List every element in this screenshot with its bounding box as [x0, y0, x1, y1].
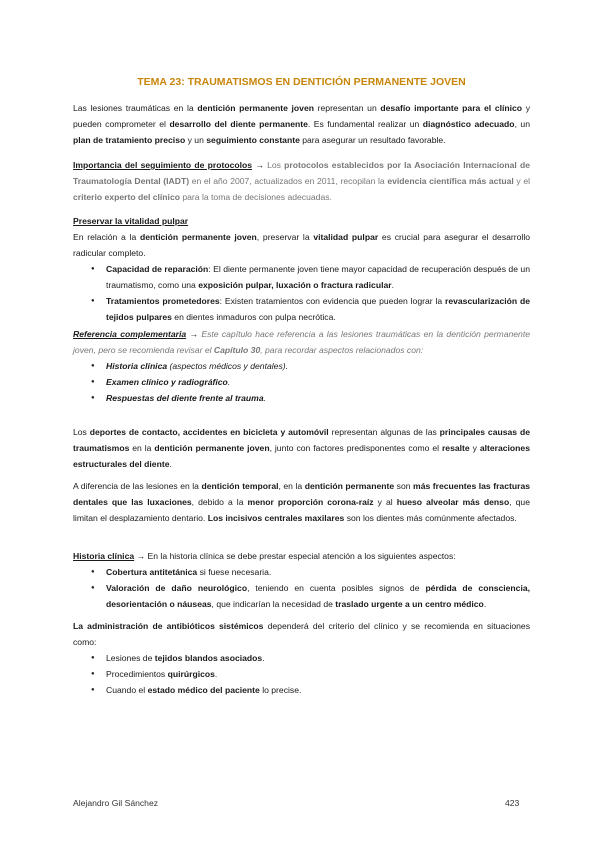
historia-section: [73, 548, 530, 612]
bold-text: dentición permanente joven: [139, 232, 257, 242]
bold-text: dentición permanente joven: [154, 443, 270, 453]
text: en la: [129, 443, 155, 453]
text: Lesiones de: [106, 653, 155, 663]
arrow-icon: →: [134, 551, 148, 561]
section-heading: Preservar la vitalidad pulpar: [73, 216, 189, 226]
text: en el año 2007, actualizados en 2011, recopilan la: [189, 176, 388, 186]
text: en dientes inmaduros con pulpa necrótica.: [171, 312, 336, 322]
text: , debido a la: [191, 497, 248, 507]
bold-text: Valoración de daño neurológico: [106, 583, 248, 593]
text: .: [483, 599, 487, 609]
text: .: [214, 669, 218, 679]
bold-text: evidencia científica más actual: [387, 176, 514, 186]
text: .: [169, 459, 172, 469]
bold-text: traslado urgente a un centro médico: [335, 599, 484, 609]
bold-text: menor proporción corona-raíz: [247, 497, 374, 507]
bold-text: Tratamientos prometedores: [106, 296, 220, 306]
text: y el: [513, 176, 531, 186]
text: , teniendo en cuenta posibles signos de: [247, 583, 426, 593]
deportes-paragraph: [73, 424, 530, 472]
bold-text: criterio experto del clínico: [73, 192, 180, 202]
preservar-section: [73, 213, 530, 325]
text: .: [227, 377, 231, 387]
list-item: [91, 580, 530, 612]
arrow-icon: →: [252, 160, 268, 170]
section-heading: Importancia del seguimiento de protocolos: [73, 160, 253, 170]
text: y: [469, 443, 480, 453]
bold-text: seguimiento constante: [206, 135, 300, 145]
text: . Es fundamental realizar un: [307, 119, 423, 129]
text: : Existen tratamientos con evidencia que pueden lograr la: [219, 296, 445, 306]
bold-text: quirúrgicos: [167, 669, 215, 679]
list-item: [91, 564, 530, 580]
bold-text: Capítulo 30: [213, 345, 261, 355]
referencia-section: [73, 326, 530, 406]
bold-text: desafío importante para el clínico: [380, 103, 523, 113]
text: para asegurar un resultado favorable.: [299, 135, 446, 145]
bold-text: Respuestas del diente frente al trauma: [106, 393, 264, 403]
text: , para recordar aspectos relacionados con:: [260, 345, 424, 355]
text: Los: [267, 160, 285, 170]
bold-text: más frecuentes las fracturas dentales que las luxaciones: [73, 481, 530, 507]
section-heading: Historia clínica: [73, 551, 135, 561]
text: , en la: [278, 481, 305, 491]
list-item: [91, 650, 530, 666]
bold-text: deportes de contacto, accidentes en bicicleta y automóvil: [89, 427, 329, 437]
text: .: [263, 393, 266, 403]
text: y un: [185, 135, 207, 145]
bold-text: dentición permanente: [304, 481, 395, 491]
text: representan algunas de las: [328, 427, 440, 437]
bold-text: resalte: [441, 443, 470, 453]
list-item: [91, 390, 530, 406]
text: A diferencia de las lesiones en la: [73, 481, 202, 491]
bold-text: Los incisivos centrales maxilares: [207, 513, 345, 523]
text: son los dientes más comúnmente afectados.: [344, 513, 517, 523]
bold-text: Capacidad de reparación: [106, 264, 209, 274]
bold-text: revascularización de tejidos pulpares: [106, 296, 530, 322]
bold-text: estado médico del paciente: [147, 685, 260, 695]
text: si fuese necesaria.: [197, 567, 272, 577]
text: Las lesiones traumáticas en la: [73, 103, 198, 113]
text: Los: [73, 427, 90, 437]
footer-author: Alejandro Gil Sánchez: [73, 798, 159, 808]
text: , que limitan el desplazamiento dentario.: [73, 497, 530, 523]
list-item: [91, 261, 530, 293]
diferencia-paragraph: [73, 478, 530, 526]
arrow-icon: →: [186, 329, 202, 339]
text: y al: [373, 497, 397, 507]
text: Este capítulo hace referencia a las lesiones traumáticas en la dentición permanente joven, pero se recomienda revisar el: [73, 329, 530, 355]
list-item: [91, 682, 530, 698]
bold-text: protocolos establecidos por la Asociación Internacional de Traumatología Dental (IADT): [73, 160, 531, 186]
text: , un: [514, 119, 530, 129]
text: (aspectos médicos y dentales).: [167, 361, 288, 371]
page-title: TEMA 23: TRAUMATISMOS EN DENTICIÓN PERMANENTE JOVEN: [137, 76, 466, 88]
bold-text: Historia clínica: [106, 361, 168, 371]
text: , junto con factores predisponentes como el: [269, 443, 442, 453]
text: dependerá del criterio del clínico y se recomienda en situaciones como:: [73, 621, 530, 647]
text: .: [391, 280, 394, 290]
text: , que indicarían la necesidad de: [211, 599, 336, 609]
bold-text: tejidos blandos asociados: [154, 653, 263, 663]
text: para la toma de decisiones adecuadas.: [179, 192, 332, 202]
text: En relación a la: [73, 232, 140, 242]
bold-text: desarrollo del diente permanente: [169, 119, 308, 129]
intro-paragraph: [73, 100, 530, 148]
text: En la historia clínica se debe prestar especial atención a los siguientes aspectos:: [147, 551, 456, 561]
text: Cuando el: [106, 685, 148, 695]
bold-text: exposición pulpar, luxación o fractura radicular: [198, 280, 392, 290]
bold-text: vitalidad pulpar: [313, 232, 379, 242]
antibioticos-section: [73, 618, 530, 698]
list-item: [91, 666, 530, 682]
text: son: [394, 481, 414, 491]
bold-text: hueso alveolar más denso: [396, 497, 510, 507]
section-heading: Referencia complementaria: [73, 329, 187, 339]
text: : El diente permanente joven tiene mayor capacidad de recuperación después de un traumatismo, como una: [106, 264, 530, 290]
bold-text: La administración de antibióticos sistémicos: [73, 621, 264, 631]
bold-text: Cobertura antitetánica: [106, 567, 198, 577]
bold-text: diagnóstico adecuado: [422, 119, 515, 129]
text: .: [262, 653, 265, 663]
bold-text: dentición temporal: [201, 481, 279, 491]
bold-text: Examen clínico y radiográfico: [106, 377, 228, 387]
text: representan un: [314, 103, 381, 113]
text: lo precise.: [259, 685, 302, 695]
list-item: [91, 374, 530, 390]
bold-text: alteraciones estructurales del diente: [73, 443, 530, 469]
list-item: [91, 293, 530, 325]
footer-page-number: 423: [505, 798, 520, 808]
text: , preservar la: [256, 232, 314, 242]
list-item: [91, 358, 530, 374]
text: y pueden comprometer el: [73, 103, 530, 129]
bold-text: plan de tratamiento preciso: [73, 135, 186, 145]
text: Procedimientos: [106, 669, 168, 679]
text: es crucial para asegurar el desarrollo radicular completo.: [73, 232, 531, 258]
bold-text: principales causas de traumatismos: [73, 427, 530, 453]
bold-text: dentición permanente joven: [197, 103, 314, 113]
bold-text: pérdida de consciencia, desorientación o náuseas: [106, 583, 531, 609]
importancia-paragraph: [73, 157, 530, 205]
